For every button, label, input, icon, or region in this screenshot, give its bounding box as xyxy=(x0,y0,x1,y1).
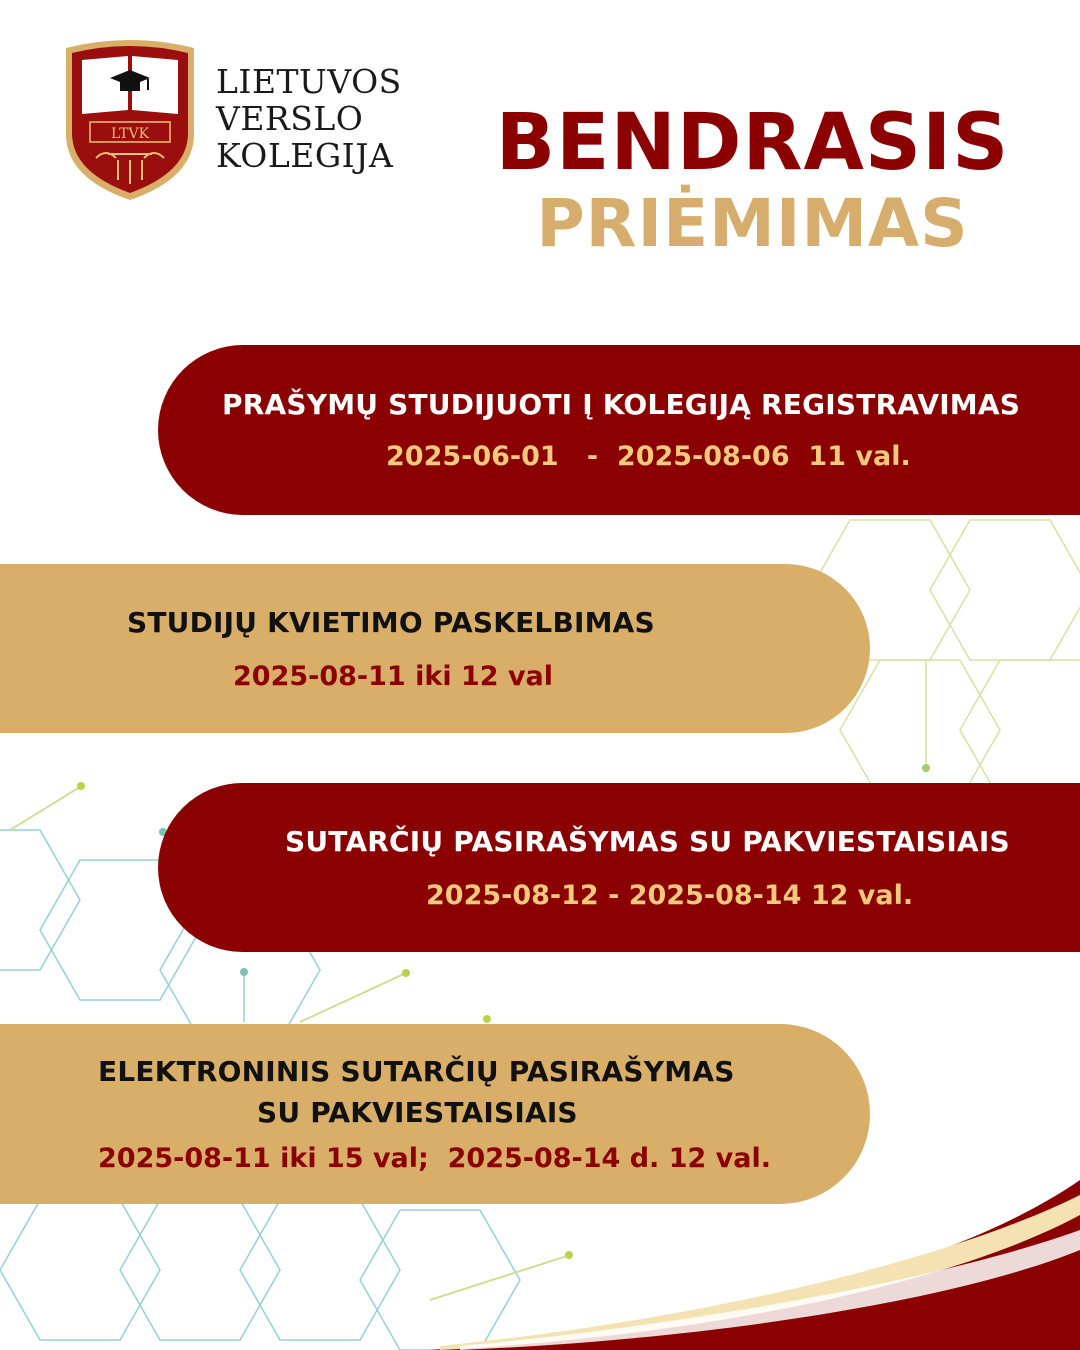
stage-title: PRAŠYMŲ STUDIJUOTI Į KOLEGIJĄ REGISTRAVIMAS xyxy=(222,388,1021,421)
college-name-line-3: KOLEGIJA xyxy=(216,136,394,175)
stage-banner-registration xyxy=(158,345,1080,515)
stage-banner-invitation xyxy=(0,564,870,733)
stage-date: 2025-08-11 iki 15 val; 2025-08-14 d. 12 val. xyxy=(98,1142,772,1174)
stage-banner-electronic-signing xyxy=(0,1024,870,1204)
stage-title: STUDIJŲ KVIETIMO PASKELBIMAS xyxy=(127,605,655,639)
stage-banner-contract-signing xyxy=(158,783,1080,952)
title-line-1: BENDRASIS xyxy=(495,98,1010,188)
college-name-line-2: VERSLO xyxy=(216,99,364,138)
college-name xyxy=(216,63,402,174)
page-title xyxy=(470,100,1035,262)
crest-badge-text: LTVK xyxy=(110,126,150,142)
stage-date: 2025-08-12 - 2025-08-14 12 val. xyxy=(426,879,914,911)
stage-title: SUTARČIŲ PASIRAŠYMAS SU PAKVIESTAISIAIS xyxy=(285,824,1010,858)
college-name-line-1: LIETUVOS xyxy=(216,62,402,101)
college-crest-logo xyxy=(62,38,198,202)
stage-date: 2025-06-01 - 2025-08-06 11 val. xyxy=(386,441,911,472)
stage-date: 2025-08-11 iki 12 val xyxy=(233,660,554,692)
title-line-2: PRIĖMIMAS xyxy=(536,185,969,262)
stage-title-line-2: SU PAKVIESTAISIAIS xyxy=(257,1095,578,1129)
stage-title-line-1: ELEKTRONINIS SUTARČIŲ PASIRAŠYMAS xyxy=(98,1054,735,1088)
